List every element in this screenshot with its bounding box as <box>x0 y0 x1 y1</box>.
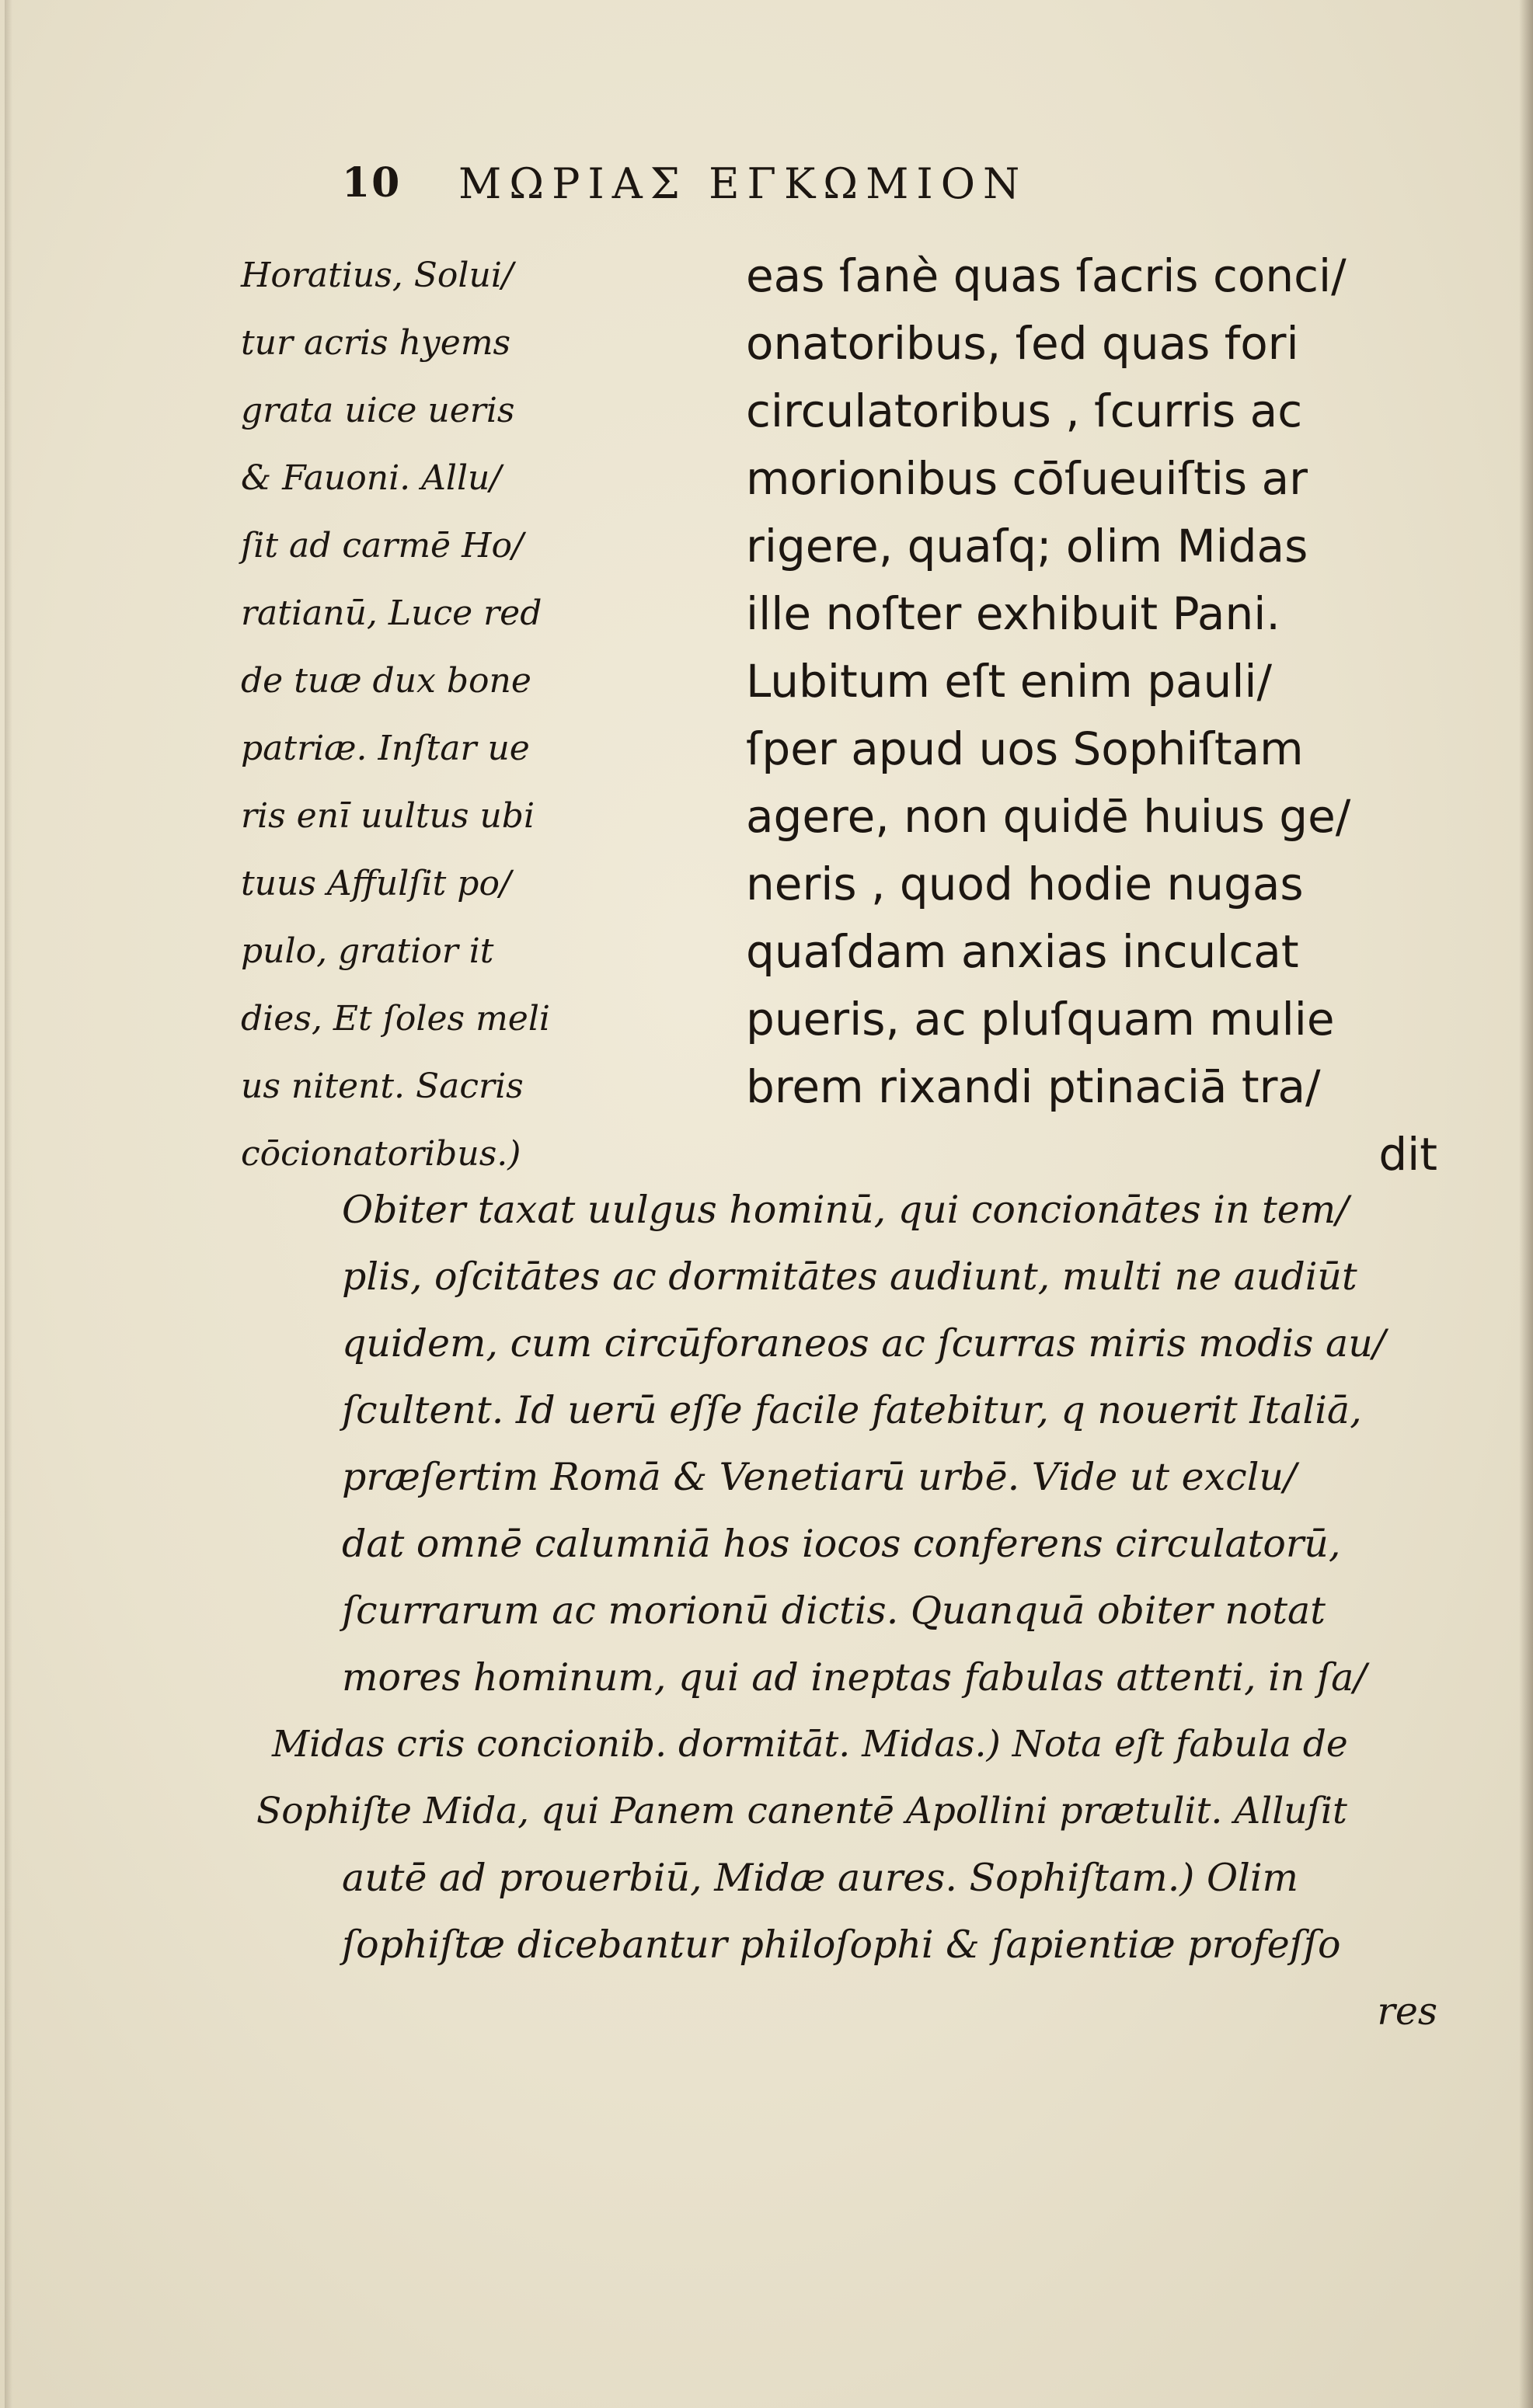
catchword: res <box>1377 1989 1437 2034</box>
main-text-line: agere, non quidē huius ge/ <box>746 790 1351 843</box>
main-text-line: morionibus cōſueuiſtis ar <box>746 452 1308 505</box>
commentary-line: præſertim Romā & Venetiarū urbē. Vide ut exclu/ <box>342 1455 1297 1499</box>
commentary-line: ſcurrarum ac morionū dictis. Quanquā obiter notat <box>342 1589 1326 1633</box>
running-title: ΜΩΡΙΑΣ ΕΓΚΩΜΙΟΝ <box>458 159 1028 208</box>
margin-note-line: cōcionatoribus.) <box>241 1134 521 1174</box>
margin-note-line: Horatius, Solui/ <box>241 256 514 295</box>
commentary-line: autē ad prouerbiū, Midæ aures. Sophiſtam.) Olim <box>342 1856 1298 1900</box>
binding-shadow <box>5 0 12 2408</box>
commentary-line: dat omnē calumniā hos iocos conferens circulatorū, <box>342 1522 1341 1566</box>
commentary-line: mores hominum, qui ad ineptas fabulas attenti, in ſa/ <box>342 1655 1367 1700</box>
margin-note-line: & Fauoni. Allu/ <box>241 458 502 498</box>
margin-note-line: grata uice ueris <box>241 391 515 430</box>
running-head <box>342 159 1399 221</box>
margin-note-line: tuus Affulſit po/ <box>241 864 511 903</box>
main-text-line: eas ſanè quas ſacris conci/ <box>746 249 1347 302</box>
margin-note-line: patriæ. Inſtar ue <box>241 729 530 768</box>
commentary-line: quidem, cum circūforaneos ac ſcurras miris modis au/ <box>342 1321 1386 1366</box>
commentary-line: plis, oſcitātes ac dormitātes audiunt, multi ne audiūt <box>342 1254 1357 1299</box>
margin-note-line: ſit ad carmē Ho/ <box>241 526 524 565</box>
commentary-line: Obiter taxat uulgus hominū, qui concionātes in tem/ <box>342 1188 1349 1232</box>
margin-note-line: de tuæ dux bone <box>241 661 531 701</box>
margin-note-line: dies, Et ſoles meli <box>241 999 550 1039</box>
commentary-line: ſcultent. Id uerū eſſe facile fatebitur, q nouerit Italiā, <box>342 1388 1362 1432</box>
main-text-line: onatoribus, ſed quas fori <box>746 317 1299 370</box>
commentary-line: Midas cris concionib. dormitāt. Midas.) Nota eſt fabula de <box>272 1723 1348 1766</box>
main-text-line: brem rixandi ptinaciā tra/ <box>746 1060 1321 1113</box>
main-text-line: quaſdam anxias inculcat <box>746 925 1299 978</box>
main-text-line: neris , quod hodie nugas <box>746 858 1304 910</box>
main-text-line: pueris, ac pluſquam mulie <box>746 993 1335 1046</box>
commentary-line: ſophiſtæ dicebantur philoſophi & ſapientiæ profeſſo <box>342 1923 1341 1967</box>
page-number: 10 <box>342 159 402 207</box>
catchword: dit <box>1378 1128 1437 1181</box>
commentary-line: Sophiſte Mida, qui Panem canentē Apollini prætulit. Alluſit <box>256 1790 1347 1832</box>
margin-note-line: pulo, gratior it <box>241 931 494 971</box>
page-edge-shadow <box>1519 0 1533 2408</box>
main-text-line: ſper apud uos Sophiſtam <box>746 722 1304 775</box>
main-text-line: rigere, quaſq; olim Midas <box>746 520 1308 572</box>
main-text-line: Lubitum eſt enim pauli/ <box>746 655 1273 708</box>
main-text-line: ille noſter exhibuit Pani. <box>746 587 1280 640</box>
margin-note-line: us nitent. Sacris <box>241 1067 524 1106</box>
main-text-line: circulatoribus , ſcurris ac <box>746 385 1303 437</box>
margin-note-line: ris enī uultus ubi <box>241 796 535 836</box>
margin-note-line: ratianū, Luce red <box>241 593 542 633</box>
margin-note-line: tur acris hyems <box>241 323 511 363</box>
